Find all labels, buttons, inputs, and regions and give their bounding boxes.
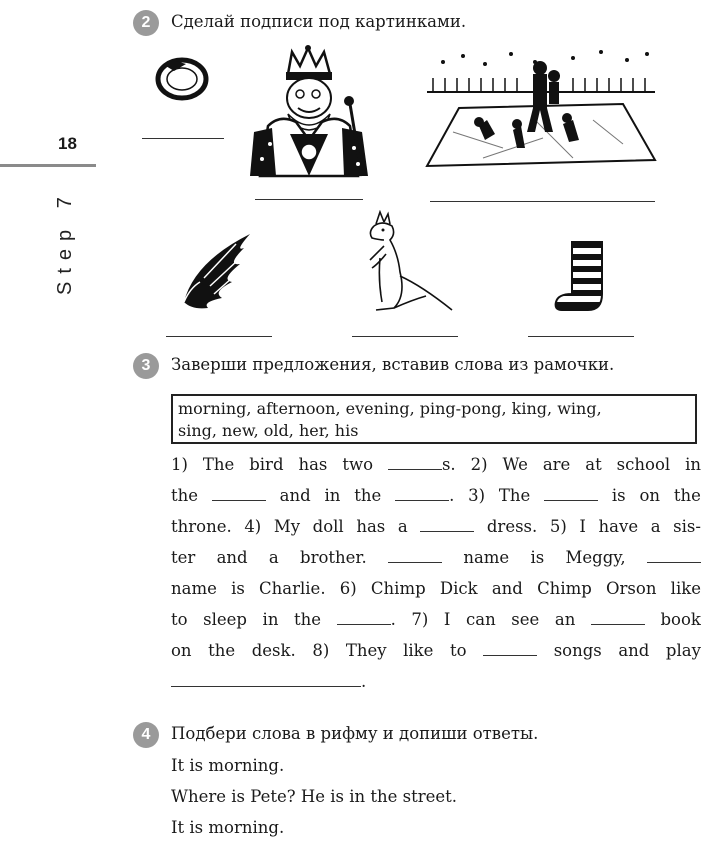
step-label: Step 7 [54, 189, 76, 295]
sentence-word: the [354, 486, 382, 505]
task-4-line: Where is Pete? He is in the street. [171, 787, 458, 806]
task-2-title: Сделай подписи под картинками. [171, 12, 467, 31]
sentence-word: 8) [312, 641, 330, 660]
sentence-word: Orson [606, 579, 657, 598]
sentence-word: see [511, 610, 540, 629]
sentence-word: in [685, 455, 701, 474]
sentence-word [544, 482, 598, 510]
sentence-word: name [463, 548, 510, 567]
sentence-word: the [171, 486, 199, 505]
answer-line-wing[interactable] [166, 336, 272, 337]
sentence-line [171, 606, 701, 637]
sentence-word: Charlie. [259, 579, 326, 598]
sentence-word: school [616, 455, 671, 474]
sentence-word: 6) [339, 579, 357, 598]
sentence-word: to [450, 641, 467, 660]
sentence-word: like [670, 579, 701, 598]
sentence-word: 5) [549, 517, 567, 536]
sentence-word: have [598, 517, 639, 536]
sentence-line [171, 482, 701, 513]
sentence-word: I [443, 610, 451, 629]
sentence-word: in [324, 486, 341, 505]
sentence-word: I [579, 517, 586, 536]
sentence-word: . [395, 482, 454, 510]
sentence-word: a [397, 517, 408, 536]
sentence-word: bird [249, 455, 284, 474]
page-divider [0, 164, 96, 167]
sentence-word: brother. [300, 548, 367, 567]
sentence-word: and [279, 486, 311, 505]
sentence-word: dress. [486, 517, 538, 536]
sentence-word [647, 544, 701, 572]
answer-blank[interactable] [337, 610, 391, 625]
task-4-lines [171, 752, 457, 845]
sentence-word: the [208, 641, 236, 660]
task-2-badge: 2 [133, 10, 159, 36]
answer-blank[interactable] [483, 641, 537, 656]
sentence-line [171, 637, 701, 668]
sentence-word: 4) [244, 517, 262, 536]
answer-line-sock[interactable] [528, 336, 634, 337]
word-box-line: morning, afternoon, evening, ping-pong, king, wing, [178, 399, 602, 418]
page-number: 18 [58, 134, 77, 153]
answer-line-kangaroo[interactable] [352, 336, 458, 337]
sock-icon [552, 238, 614, 316]
kangaroo-icon [352, 210, 458, 314]
task-4-badge: 4 [133, 722, 159, 748]
sentence-word: are [542, 455, 571, 474]
answer-blank[interactable] [171, 672, 361, 687]
sentence-word: Chimp [537, 579, 592, 598]
sentence-word: s. [388, 451, 456, 479]
sentence-word: 1) [171, 455, 188, 474]
skating-rink-icon [423, 48, 659, 176]
sentence-word: and [491, 579, 523, 598]
sentence-line [171, 668, 701, 699]
sentence-word: songs [553, 641, 602, 660]
sentence-word: 2) [470, 455, 488, 474]
sentence-word: has [298, 455, 328, 474]
sentence-word: throne. [171, 517, 232, 536]
sentence-word: . [171, 668, 366, 696]
sentence-word: 7) [411, 610, 429, 629]
answer-blank[interactable] [420, 517, 474, 532]
sentence-word: ter [171, 548, 196, 567]
answer-blank[interactable] [647, 548, 701, 563]
sentence-word: sis- [673, 517, 701, 536]
task-4-line: It is morning. [171, 756, 285, 775]
answer-blank[interactable] [544, 486, 598, 501]
sentence-word [212, 482, 266, 510]
answer-blank[interactable] [591, 610, 645, 625]
sentence-line [171, 544, 701, 575]
sentence-line [171, 575, 701, 606]
sentence-word [388, 544, 442, 572]
sentence-word: the [673, 486, 701, 505]
sentence-word: sleep [203, 610, 247, 629]
sentence-word: like [403, 641, 434, 660]
sentences [171, 451, 701, 699]
answer-blank[interactable] [388, 548, 442, 563]
sentence-word: on [171, 641, 192, 660]
sentence-word: the [294, 610, 322, 629]
sentence-word: Meggy, [565, 548, 626, 567]
sentence-word: in [262, 610, 279, 629]
answer-blank[interactable] [395, 486, 449, 501]
answer-line-skating-rink[interactable] [430, 201, 655, 202]
sentence-word: They [345, 641, 387, 660]
sentence-word: to [171, 610, 188, 629]
wing-icon [174, 232, 256, 314]
sentence-word: play [665, 641, 701, 660]
sentence-word: The [498, 486, 531, 505]
answer-blank[interactable] [388, 455, 442, 470]
task-3-title: Заверши предложения, вставив слова из рамочки. [171, 355, 615, 374]
sentence-word: doll [312, 517, 344, 536]
king-icon [240, 44, 380, 179]
sentence-word: on [639, 486, 661, 505]
sentence-word: an [554, 610, 576, 629]
task-4-line: It is morning. [171, 818, 285, 837]
sentence-word: a [650, 517, 661, 536]
sentence-word: is [530, 548, 545, 567]
sentence-word: and [216, 548, 248, 567]
answer-line-ring[interactable] [142, 138, 224, 139]
ring-icon [152, 54, 212, 104]
sentence-word: is [231, 579, 245, 598]
sentence-word: two [342, 455, 374, 474]
sentence-line [171, 451, 701, 482]
word-box-line: sing, new, old, her, his [178, 421, 359, 440]
sentence-word: can [466, 610, 496, 629]
task-4-title: Подбери слова в рифму и допиши ответы. [171, 724, 539, 743]
sentence-word: We [502, 455, 528, 474]
task-3-badge: 3 [133, 353, 159, 379]
sentence-word: a [268, 548, 279, 567]
sentence-word: . [337, 606, 396, 634]
sentence-word: desk. [251, 641, 296, 660]
sentence-line [171, 513, 701, 544]
answer-blank[interactable] [212, 486, 266, 501]
sentence-word: Dick [439, 579, 478, 598]
sentence-word: is [611, 486, 626, 505]
sentence-word: Chimp [370, 579, 426, 598]
sentence-word [420, 513, 474, 541]
sentence-word [483, 637, 537, 665]
sentence-word: My [273, 517, 301, 536]
word-box [171, 394, 697, 444]
sentence-word: has [356, 517, 386, 536]
answer-line-king[interactable] [255, 199, 363, 200]
sentence-word [591, 606, 645, 634]
sentence-word: and [618, 641, 650, 660]
sentence-word: The [202, 455, 235, 474]
sentence-word: at [585, 455, 602, 474]
sentence-word: name [171, 579, 217, 598]
sentence-word: book [660, 610, 701, 629]
sentence-word: 3) [468, 486, 486, 505]
